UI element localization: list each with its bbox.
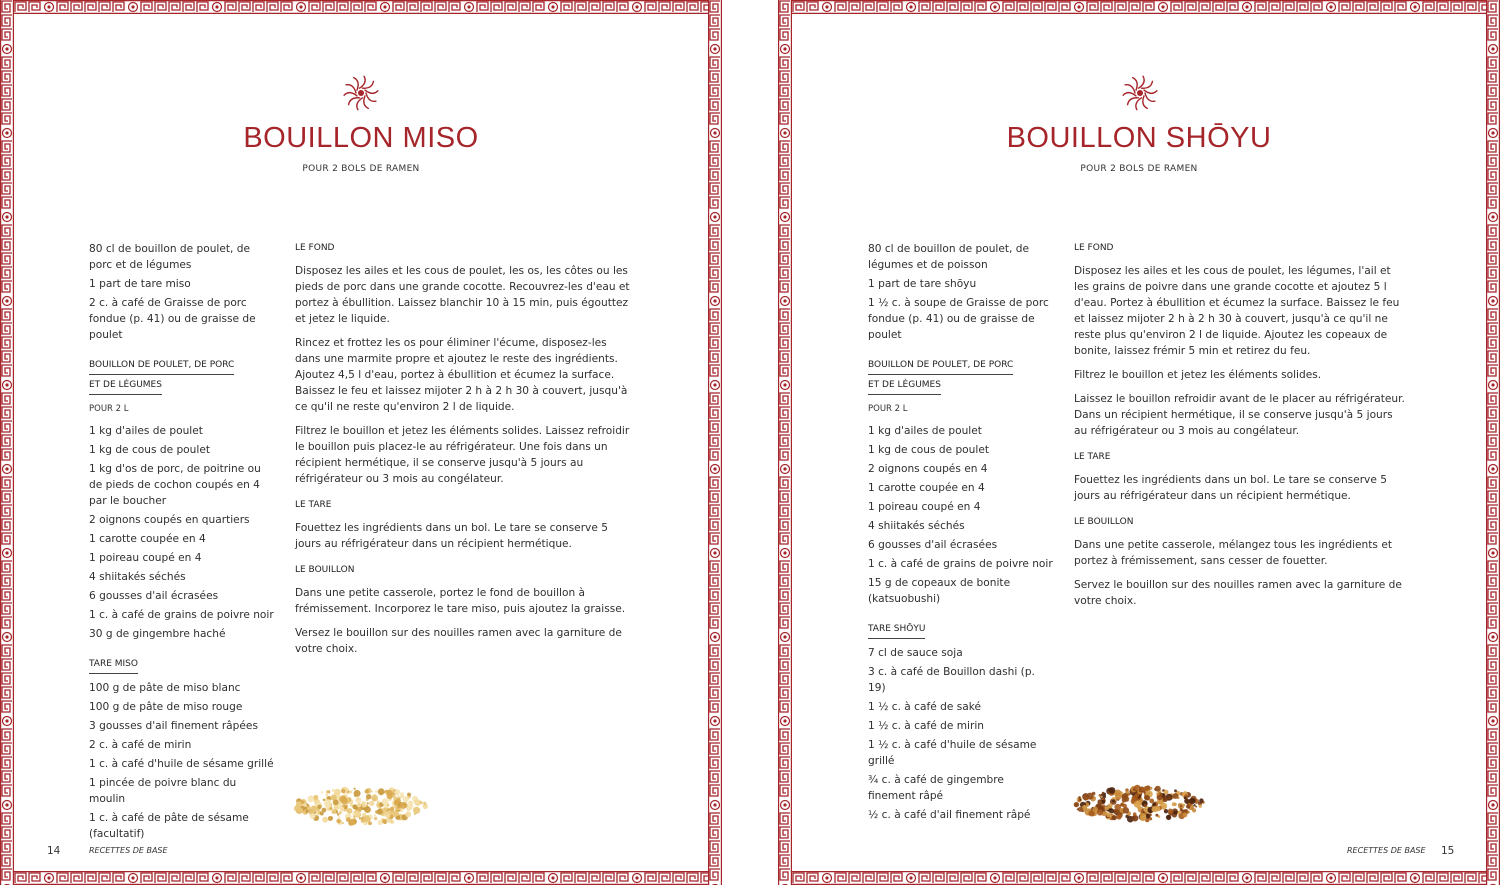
ingredient-item: 1 kg de cous de poulet	[89, 444, 210, 456]
ingredient-item: 15 g de copeaux de bonite (katsuobushi)	[868, 577, 1011, 605]
fond-text	[1074, 263, 1409, 439]
ingredient-item: 1 kg d'ailes de poulet	[89, 425, 203, 437]
stock-yield: POUR 2 L	[868, 404, 908, 414]
left-page	[0, 0, 722, 885]
method-paragraph: Disposez les ailes et les cous de poulet, les légumes, l'ail et les grains de poivre dans une grande cocotte et ajoutez 5 l d'eau. Portez à ébullition et écumez la surface. Baissez le feu et laissez mijoter 2 h à 2 h 30 à couvert, jusqu'à ce qu'il ne reste plus qu'environ 2 l de liquide. Ajoutez les copeaux de bonite, laissez frémir 5 min et retirez du feu.	[1074, 265, 1400, 357]
bouillon-text	[295, 585, 630, 657]
ingredient-item: 2 oignons coupés en 4	[868, 463, 988, 475]
ingredient-item: 1 c. à café de grains de poivre noir	[868, 558, 1053, 570]
ingredient-item: ½ c. à café d'ail finement râpé	[868, 809, 1031, 821]
fond-text	[295, 263, 630, 487]
ingredient-item: 7 cl de sauce soja	[868, 647, 963, 659]
ingredient-item: 3 gousses d'ail finement râpées	[89, 720, 258, 732]
method-paragraph: Filtrez le bouillon et jetez les éléments solides. Laissez refroidir le bouillon puis placez-le au réfrigérateur. Une fois dans un récipient hermétique, il se conserve jusqu'à 5 jours au réfrigérateur ou 3 mois au congélateur.	[295, 425, 630, 485]
bouillon-heading: LE BOUILLON	[295, 565, 355, 575]
tare-method-heading: LE TARE	[1074, 452, 1111, 462]
tare-heading: TARE MISO	[89, 656, 138, 674]
ingredient-item: 1 carotte coupée en 4	[868, 482, 985, 494]
fish-ornament-icon	[341, 73, 381, 113]
running-footer: RECETTES DE BASE	[89, 846, 168, 855]
stock-heading-line2: ET DE LÉGUMES	[89, 377, 162, 395]
tare-list	[868, 645, 1053, 823]
ingredients-column	[89, 241, 274, 850]
ingredient-item: 1 ½ c. à soupe de Graisse de porc fondue (p. 41) ou de graisse de poulet	[868, 297, 1049, 341]
method-paragraph: Fouettez les ingrédients dans un bol. Le tare se conserve 5 jours au réfrigérateur dans un récipient hermétique.	[295, 522, 608, 550]
tare-text	[295, 520, 630, 552]
ingredient-item: 1 poireau coupé en 4	[868, 501, 981, 513]
page-subtitle: POUR 2 BOLS DE RAMEN	[1080, 164, 1198, 174]
ingredient-item: 1 part de tare shōyu	[868, 278, 977, 290]
border-bottom	[778, 871, 1500, 885]
method-paragraph: Dans une petite casserole, mélangez tous les ingrédients et portez à frémissement, sans cesser de fouetter.	[1074, 539, 1392, 567]
right-page	[778, 0, 1500, 885]
method-paragraph: Fouettez les ingrédients dans un bol. Le tare se conserve 5 jours au réfrigérateur dans un récipient hermétique.	[1074, 474, 1387, 502]
ingredient-item: 1 carotte coupée en 4	[89, 533, 206, 545]
ingredient-item: 1 c. à café de grains de poivre noir	[89, 609, 274, 621]
ingredient-item: 2 oignons coupés en quartiers	[89, 514, 250, 526]
page-number: 15	[1441, 845, 1455, 857]
ingredient-item: 4 shiitakés séchés	[868, 520, 965, 532]
ingredient-item: 30 g de gingembre haché	[89, 628, 226, 640]
ingredient-item: 4 shiitakés séchés	[89, 571, 186, 583]
method-column	[295, 238, 630, 667]
intro-list	[89, 241, 274, 343]
intro-list	[868, 241, 1053, 343]
ingredient-item: 1 ½ c. à café de saké	[868, 701, 981, 713]
ingredient-item: 1 kg d'ailes de poulet	[868, 425, 982, 437]
ingredient-item: 100 g de pâte de miso rouge	[89, 701, 243, 713]
fond-heading: LE FOND	[1074, 243, 1114, 253]
page-subtitle: POUR 2 BOLS DE RAMEN	[302, 164, 420, 174]
ingredient-item: 100 g de pâte de miso blanc	[89, 682, 241, 694]
method-paragraph: Dans une petite casserole, portez le fond de bouillon à frémissement. Incorporez le tare miso, puis ajoutez la graisse.	[295, 587, 626, 615]
ingredient-item: 1 c. à café de pâte de sésame (facultatif)	[89, 812, 249, 840]
ingredient-item: 1 part de tare miso	[89, 278, 191, 290]
stock-heading-line1: BOUILLON DE POULET, DE PORC	[89, 357, 234, 375]
border-top	[0, 0, 722, 14]
ingredient-item: 1 c. à café d'huile de sésame grillé	[89, 758, 274, 770]
tare-text	[1074, 472, 1409, 504]
method-paragraph: Versez le bouillon sur des nouilles ramen avec la garniture de votre choix.	[295, 627, 622, 655]
method-paragraph: Disposez les ailes et les cous de poulet, les os, les côtes ou les pieds de porc dans une grande cocotte. Recouvrez-les d'eau et portez à ébullition. Laissez blanchir 10 à 15 min, puis égouttez et jetez le liquide.	[295, 265, 630, 325]
page-number: 14	[47, 845, 61, 857]
border-bottom	[0, 871, 722, 885]
ingredient-item: 80 cl de bouillon de poulet, de légumes et de poisson	[868, 243, 1030, 271]
ingredient-item: ¾ c. à café de gingembre finement râpé	[868, 774, 1004, 802]
bouillon-heading: LE BOUILLON	[1074, 517, 1134, 527]
gutter	[722, 0, 778, 885]
stock-yield: POUR 2 L	[89, 404, 129, 414]
ingredient-item: 6 gousses d'ail écrasées	[868, 539, 998, 551]
ingredient-item: 2 c. à café de Graisse de porc fondue (p. 41) ou de graisse de poulet	[89, 297, 256, 341]
tare-method-heading: LE TARE	[295, 500, 332, 510]
page-title: BOUILLON MISO	[243, 122, 479, 154]
fish-ornament-icon	[1120, 73, 1160, 113]
bonito-flakes-illustration	[1070, 782, 1208, 826]
ingredient-item: 1 ½ c. à café d'huile de sésame grillé	[868, 739, 1037, 767]
bouillon-text	[1074, 537, 1409, 609]
ingredient-item: 3 c. à café de Bouillon dashi (p. 19)	[868, 666, 1035, 694]
ingredient-item: 80 cl de bouillon de poulet, de porc et de légumes	[89, 243, 251, 271]
method-paragraph: Laissez le bouillon refroidir avant de le placer au réfrigérateur. Dans un récipient hermétique, il se conserve jusqu'à 5 jours au réfrigérateur ou 3 mois au congélateur.	[1074, 393, 1405, 437]
fond-heading: LE FOND	[295, 243, 335, 253]
method-paragraph: Rincez et frottez les os pour éliminer l'écume, disposez-les dans une marmite propre et ajoutez le reste des ingrédients. Ajoutez 4,5 l d'eau, portez à ébullition et écumez la surface. Baissez le feu et laissez mijoter 2 h à 2 h 30 à couvert, jusqu'à ce qu'il ne reste qu'environ 2 l de liquide.	[295, 337, 628, 413]
tare-list	[89, 680, 274, 842]
stock-heading-line2: ET DE LÉGUMES	[868, 377, 941, 395]
stock-list	[868, 423, 1053, 607]
ingredient-item: 1 pincée de poivre blanc du moulin	[89, 777, 237, 805]
method-column	[1074, 238, 1409, 619]
ingredients-column	[868, 241, 1053, 831]
running-footer: RECETTES DE BASE	[1347, 846, 1426, 855]
ingredient-item: 1 kg d'os de porc, de poitrine ou de pieds de cochon coupés en 4 par le boucher	[89, 463, 261, 507]
ingredient-item: 6 gousses d'ail écrasées	[89, 590, 219, 602]
method-paragraph: Servez le bouillon sur des nouilles ramen avec la garniture de votre choix.	[1074, 579, 1402, 607]
method-paragraph: Filtrez le bouillon et jetez les éléments solides.	[1074, 369, 1322, 381]
page-title: BOUILLON SHŌYU	[1006, 122, 1272, 154]
stock-list	[89, 423, 274, 642]
border-top	[778, 0, 1500, 14]
tare-heading: TARE SHŌYU	[868, 621, 925, 639]
ingredient-item: 2 c. à café de mirin	[89, 739, 192, 751]
ingredient-item: 1 poireau coupé en 4	[89, 552, 202, 564]
ingredient-item: 1 ½ c. à café de mirin	[868, 720, 984, 732]
stock-heading-line1: BOUILLON DE POULET, DE PORC	[868, 357, 1013, 375]
ingredient-item: 1 kg de cous de poulet	[868, 444, 989, 456]
miso-paste-illustration	[292, 782, 430, 830]
